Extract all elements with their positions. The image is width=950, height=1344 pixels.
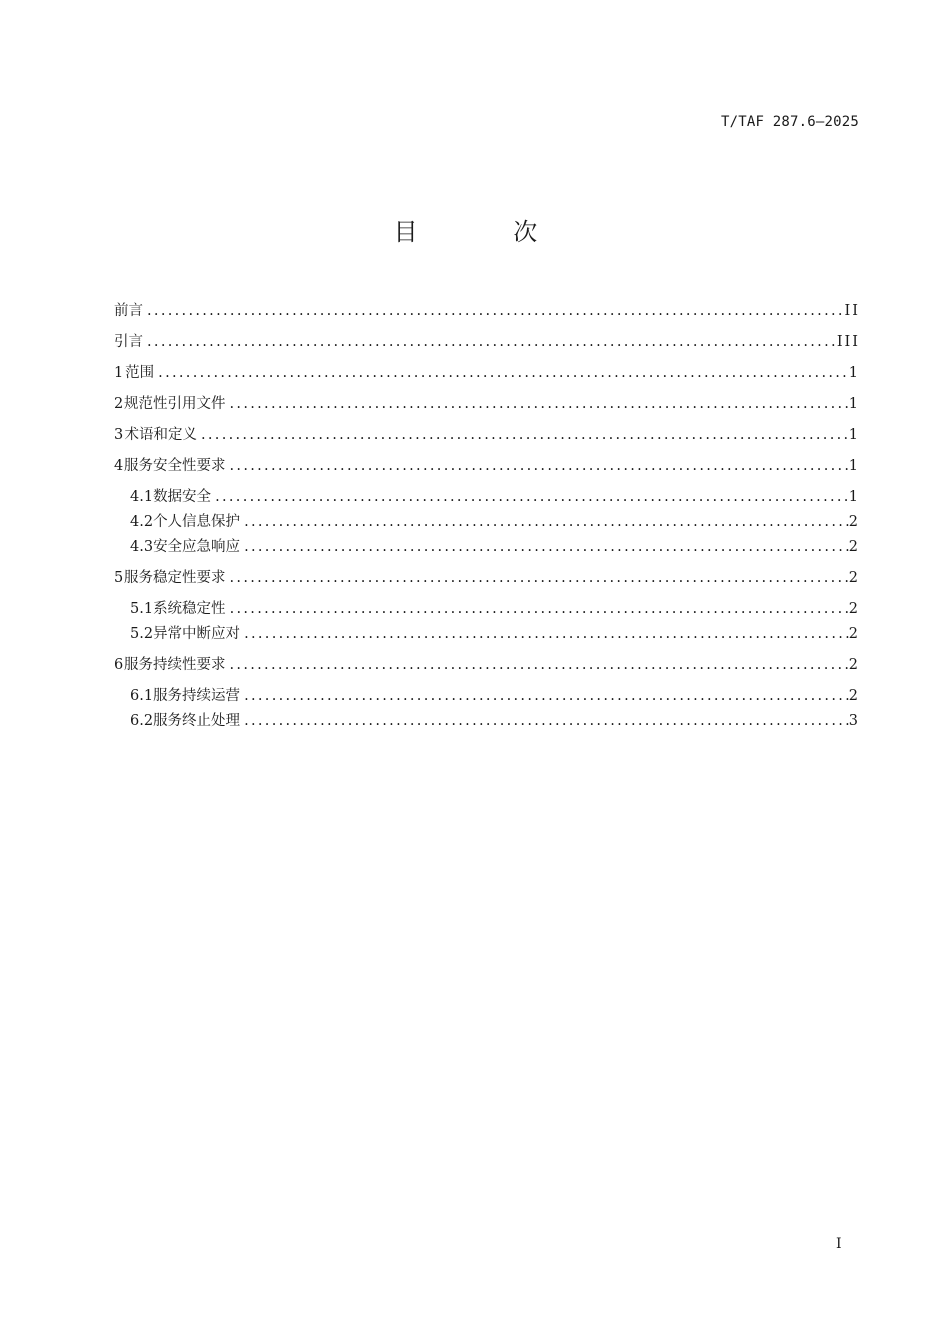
toc-entry-label: 数据安全: [153, 489, 212, 505]
toc-leader-dots: [230, 655, 849, 675]
toc-entry-page: 1: [848, 458, 860, 474]
toc-entry-label: 系统稳定性: [153, 601, 226, 617]
toc-entry-number: 6: [114, 657, 124, 673]
toc-leader-dots: [244, 537, 849, 557]
toc-entry-label: 安全应急响应: [153, 539, 241, 555]
toc-entry-page: 1: [848, 427, 860, 443]
toc-entry-label: 前言: [114, 303, 143, 319]
toc-entry-number: 5.1: [130, 601, 154, 617]
toc-entry-number: 3: [114, 427, 124, 443]
toc-leader-dots: [244, 711, 849, 731]
toc-entry-label: 服务安全性要求: [124, 458, 226, 474]
toc-entry-6[interactable]: [114, 655, 860, 675]
toc-entry-introduction[interactable]: [114, 332, 860, 352]
toc-leader-dots: [244, 686, 849, 706]
toc-entry-label: 范围: [125, 365, 155, 381]
toc-entry-label: 术语和定义: [124, 427, 197, 443]
toc-entry-1[interactable]: [114, 363, 860, 383]
toc-leader-dots: [158, 363, 849, 383]
toc-leader-dots: [244, 624, 849, 644]
toc-entry-number: 6.1: [130, 688, 154, 704]
toc-entry-label: 个人信息保护: [153, 514, 241, 530]
toc-entry-4[interactable]: [114, 456, 860, 476]
toc-entry-page: II: [844, 303, 860, 319]
toc-entry-number: 2: [114, 396, 124, 412]
toc-entry-6-1[interactable]: [130, 686, 860, 706]
toc-entry-4-2[interactable]: [130, 512, 860, 532]
toc-leader-dots: [147, 301, 845, 321]
toc-leader-dots: [230, 568, 849, 588]
toc-entry-label: 异常中断应对: [153, 626, 241, 642]
toc-leader-dots: [230, 599, 849, 619]
toc-entry-5[interactable]: [114, 568, 860, 588]
toc-entry-number: 5.2: [130, 626, 154, 642]
toc-leader-dots: [230, 394, 849, 414]
toc-entry-number: 4.3: [130, 539, 154, 555]
toc-entry-5-2[interactable]: [130, 624, 860, 644]
toc-entry-label: 服务终止处理: [153, 713, 241, 729]
toc-entry-page: 2: [848, 514, 860, 530]
toc-entry-5-1[interactable]: [130, 599, 860, 619]
toc-entry-number: 5: [114, 570, 124, 586]
toc-entry-page: III: [836, 334, 860, 350]
toc-entry-label: 服务持续运营: [153, 688, 241, 704]
toc-entry-number: 4.1: [130, 489, 154, 505]
toc-entry-6-2[interactable]: [130, 711, 860, 731]
toc-entry-page: 3: [848, 713, 860, 729]
toc-entry-number: 6.2: [130, 713, 154, 729]
toc-entry-page: 1: [848, 396, 860, 412]
toc-leader-dots: [244, 512, 849, 532]
toc-entry-page: 2: [848, 539, 860, 555]
toc-entry-number: 4: [114, 458, 124, 474]
toc-entry-3[interactable]: [114, 425, 860, 445]
toc-entry-page: 2: [848, 601, 860, 617]
toc-entry-page: 1: [848, 489, 860, 505]
toc-entry-4-1[interactable]: [130, 487, 860, 507]
toc-entry-number: 1: [114, 365, 124, 381]
toc-leader-dots: [230, 456, 849, 476]
page-title: 目 次: [393, 218, 582, 246]
toc-entry-number: 4.2: [130, 514, 154, 530]
toc-leader-dots: [201, 425, 849, 445]
toc-entry-page: 2: [848, 688, 860, 704]
toc-entry-label: 服务稳定性要求: [124, 570, 226, 586]
toc-leader-dots: [147, 332, 837, 352]
toc-entry-label: 服务持续性要求: [124, 657, 226, 673]
toc-entry-page: 2: [848, 657, 860, 673]
document-code: T/TAF 287.6—2025: [720, 114, 859, 130]
toc-entry-foreword[interactable]: [114, 301, 860, 321]
toc-entry-page: 2: [848, 570, 860, 586]
toc-entry-label: 规范性引用文件: [124, 396, 226, 412]
toc-entry-page: 1: [848, 365, 860, 381]
page-number: I: [836, 1236, 842, 1252]
toc-entry-label: 引言: [114, 334, 143, 350]
toc-leader-dots: [215, 487, 849, 507]
toc-entry-2[interactable]: [114, 394, 860, 414]
toc-entry-4-3[interactable]: [130, 537, 860, 557]
toc-entry-page: 2: [848, 626, 860, 642]
